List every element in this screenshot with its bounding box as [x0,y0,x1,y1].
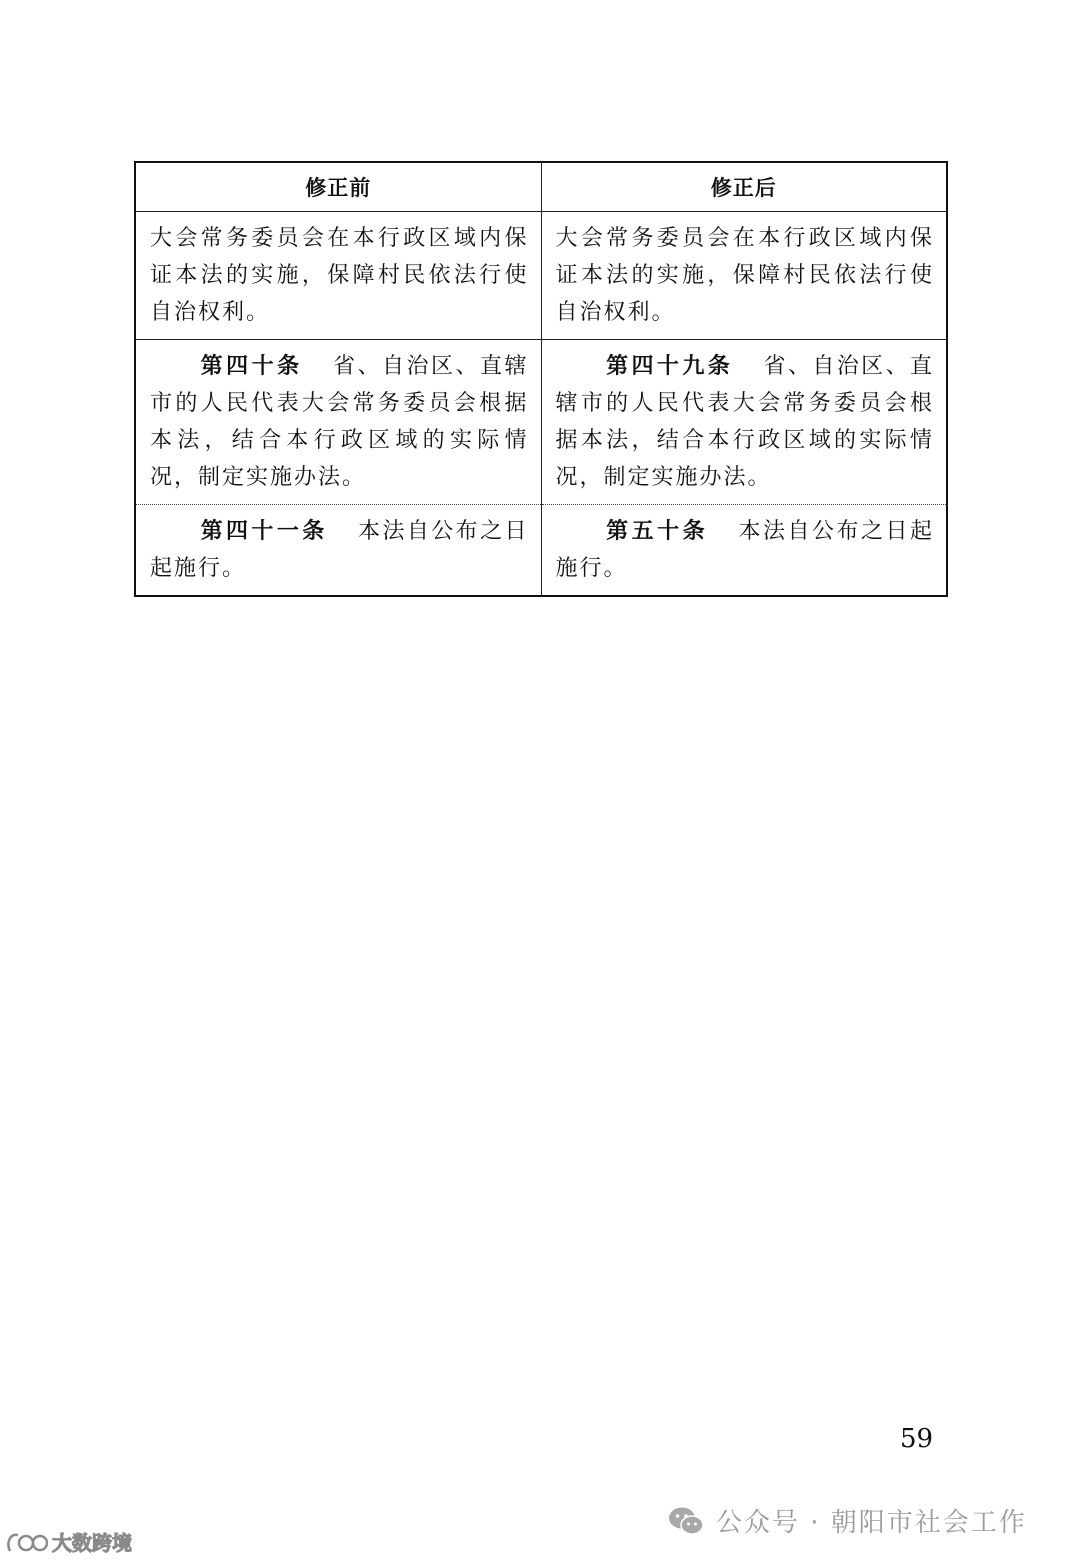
cell-before [135,505,541,597]
cell-before [135,212,541,340]
table-row [135,340,947,505]
cell-after [541,505,947,597]
cell-text: 本法自公布之日起施行。 [150,519,529,581]
page-number: 59 [900,1424,934,1454]
article-number: 第四十条 [200,354,303,379]
cell-before [135,340,541,505]
table-row [135,505,947,597]
cell-text: 大会常务委员会在本行政区域内保证本法的实施，保障村民依法行使自治权利。 [555,226,934,325]
header-before: 修正前 [135,162,541,212]
wechat-icon [668,1506,704,1536]
cell-text: 省、自治区、直辖市的人民代表大会常务委员会根据本法，结合本行政区域的实际情况，制定实施办法。 [150,354,529,490]
table-row [135,212,947,340]
footer-source-text: 公众号 · 朝阳市社会工作 [716,1508,1027,1538]
amendment-comparison-table [134,161,948,597]
watermark-text: 大数跨境 [52,1531,132,1555]
brand-logo-icon [4,1529,48,1555]
footer-source[interactable] [668,1502,1027,1539]
article-number: 第四十一条 [200,519,328,544]
cell-after [541,340,947,505]
cell-text: 大会常务委员会在本行政区域内保证本法的实施，保障村民依法行使自治权利。 [150,226,529,325]
table-header-row [135,162,947,212]
header-after: 修正后 [541,162,947,212]
cell-after [541,212,947,340]
article-number: 第五十条 [606,519,709,544]
cell-text: 省、自治区、直辖市的人民代表大会常务委员会根据本法，结合本行政区域的实际情况，制定实施办法。 [555,354,934,490]
cell-text: 本法自公布之日起施行。 [555,519,934,581]
watermark [4,1527,132,1556]
article-number: 第四十九条 [606,354,734,379]
